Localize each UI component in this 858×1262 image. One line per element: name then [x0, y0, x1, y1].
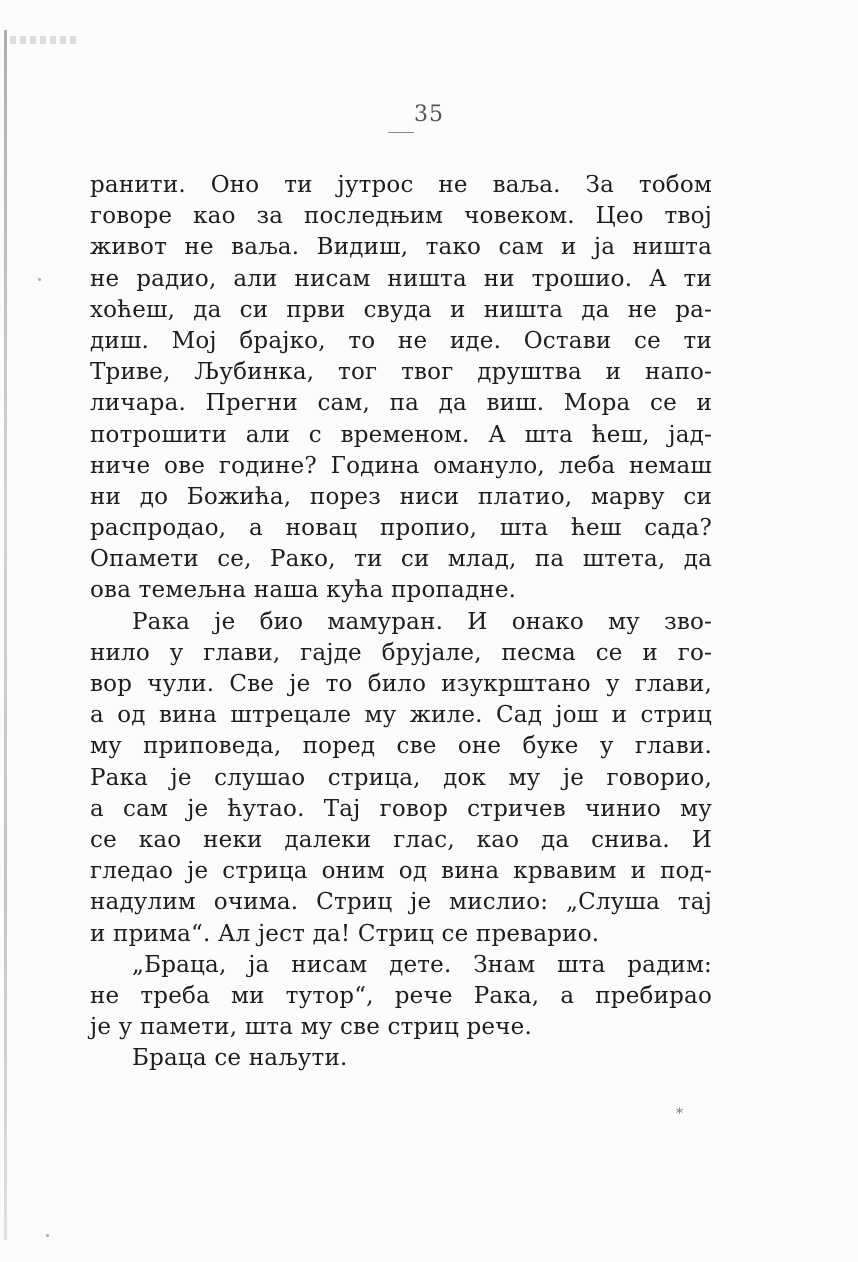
- scan-corner-mark: [10, 36, 80, 44]
- text-line: Рака је био мамуран. И онако му зво-: [132, 608, 712, 635]
- scan-speck: [46, 1234, 49, 1237]
- text-line: је у памети, шта му све стриц рече.: [90, 1014, 532, 1041]
- page-number: 35: [414, 102, 444, 127]
- text-line: надулим очима. Стриц је мислио: „Слуша тај: [90, 889, 712, 916]
- text-line: Опамети се, Рако, ти си млад, па штета, да: [90, 546, 712, 573]
- text-line: Браца се наљути.: [132, 1045, 348, 1072]
- text-line: вор чули. Све је то било изукрштано у глави,: [90, 671, 712, 697]
- text-line: хоћеш, да си први свуда и ништа да не ра-: [90, 296, 712, 323]
- text-line: ни до Божића, порез ниси платио, марву си: [90, 483, 712, 510]
- text-line: диш. Мој брајко, то не иде. Остави се ти: [90, 327, 712, 354]
- footer-mark: *: [676, 1106, 683, 1122]
- text-line: живот не ваља. Видиш, тако сам и ја ништа: [90, 234, 712, 261]
- text-line: ниче ове године? Година омануло, леба немаш: [90, 452, 712, 479]
- text-line: се као неки далеки глас, као да снива. И: [90, 826, 712, 853]
- text-line: нило у глави, гајде брујале, песма се и го-: [90, 639, 712, 666]
- text-line: му приповеда, поред све оне буке у глави.: [90, 733, 712, 760]
- text-line: не треба ми тутор“, рече Рака, а пребирао: [90, 982, 712, 1009]
- text-line: Рака је слушао стрица, док му је говорио,: [90, 764, 712, 791]
- text-line: потрошити али с временом. А шта ћеш, јад-: [90, 421, 712, 448]
- text-line: распродао, а новац пропио, шта ћеш сада?: [90, 515, 712, 542]
- page-number-rule: [388, 132, 414, 133]
- body-text: [90, 170, 712, 1074]
- text-line: гледао је стрица оним од вина крвавим и под-: [90, 858, 712, 885]
- text-line: не радио, али нисам ништа ни трошио. А ти: [90, 265, 712, 292]
- text-line: ова темељна наша кућа пропадне.: [90, 577, 517, 604]
- text-line: личара. Прегни сам, па да виш. Мора се и: [90, 390, 712, 417]
- text-line: „Браца, ја нисам дете. Знам шта радим:: [132, 951, 712, 978]
- text-line: Триве, Љубинка, тог твог друштва и напо-: [90, 359, 712, 386]
- text-line: а од вина штрецале му жиле. Сад још и стриц: [90, 702, 712, 729]
- scan-speck: [38, 278, 41, 281]
- text-line: ранити. Оно ти јутрос не ваља. За тобом: [90, 172, 712, 198]
- text-line: и прима“. Ал јест да! Стриц се преварио.: [90, 920, 600, 947]
- text-line: а сам је ћутао. Тај говор стричев чинио му: [90, 795, 712, 822]
- scan-page-edge: [4, 30, 7, 1240]
- text-line: говоре као за последњим човеком. Цео твој: [90, 203, 712, 230]
